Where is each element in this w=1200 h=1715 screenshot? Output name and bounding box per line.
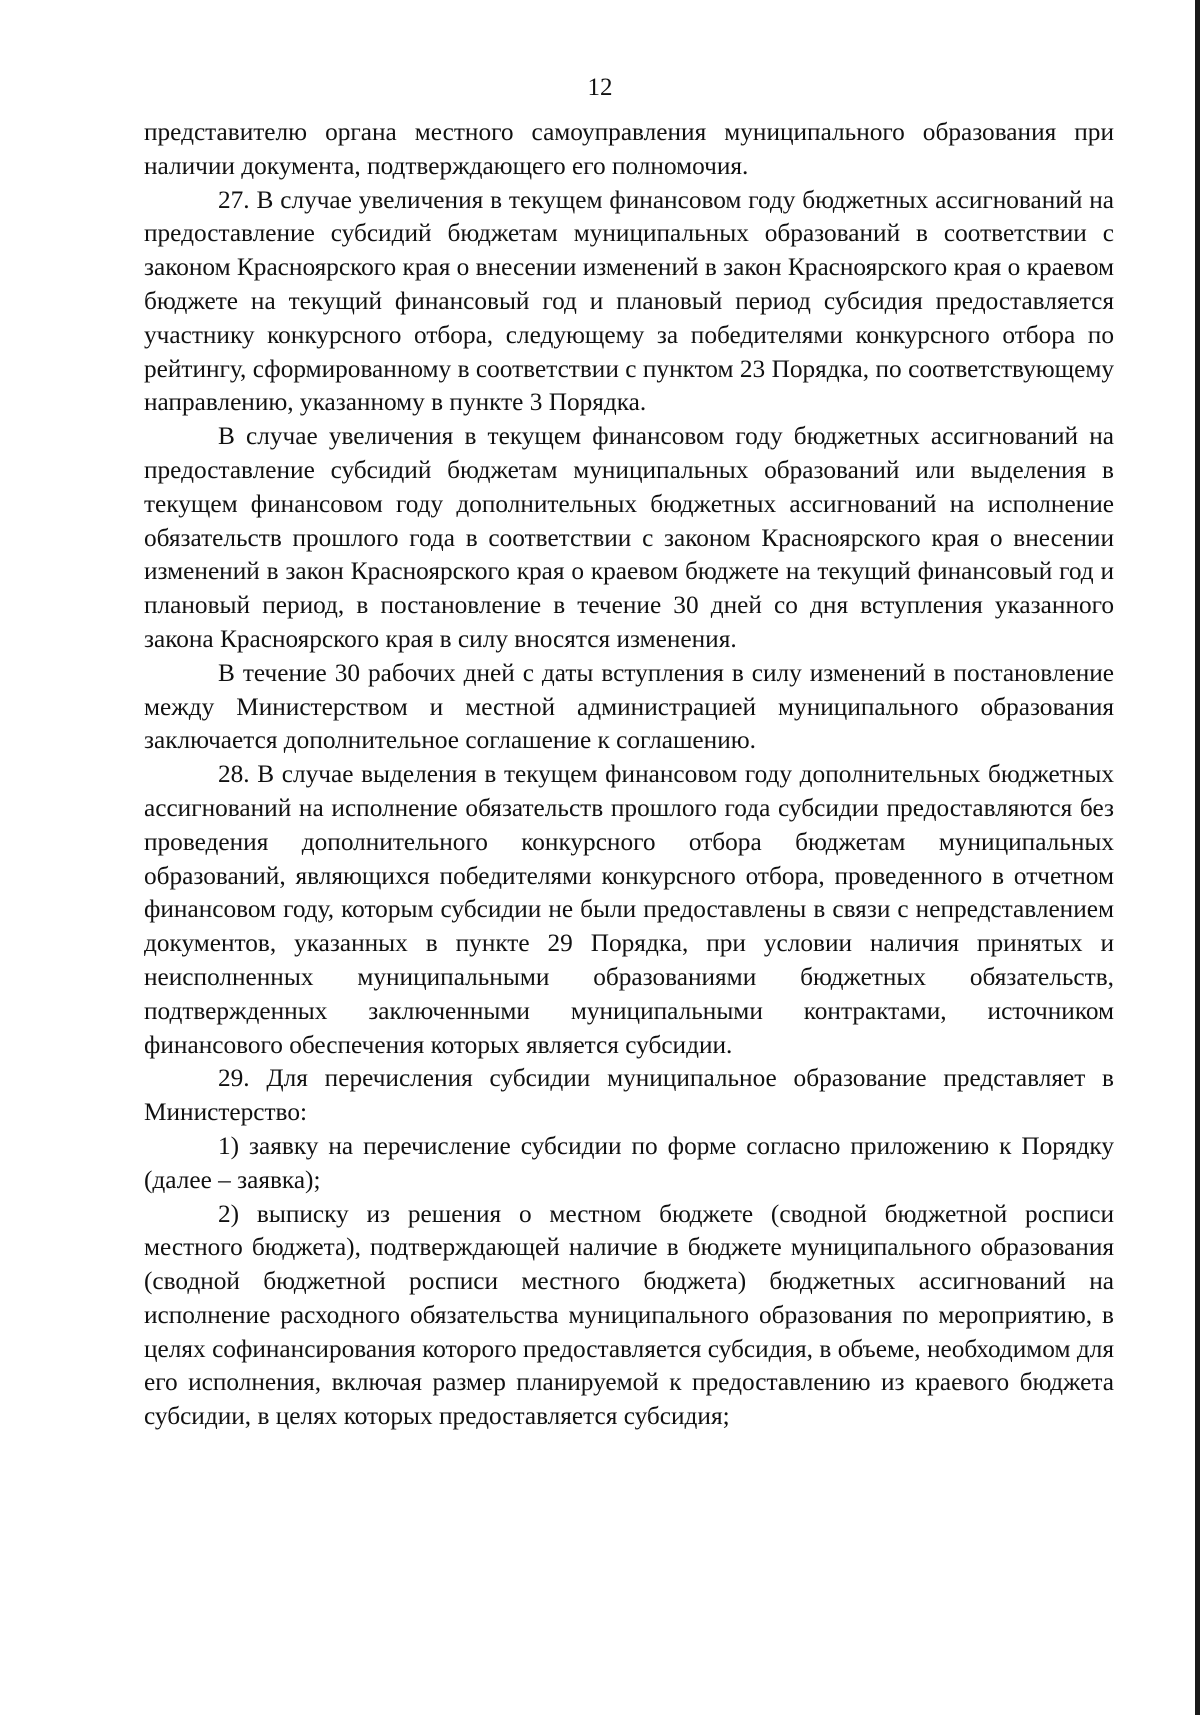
paragraph-clause-29: 29. Для перечисления субсидии муниципальное образование представляет в Министерство: — [144, 1064, 1114, 1127]
paragraph-clause-28: 28. В случае выделения в текущем финансовом году дополнительных бюджетных ассигнований на исполнение обязательств прошлого года субсидии предоставляются без проведения дополнительного конкурсного отбора бюджетам муниципальных образований, являющихся победителями конкурсного отбора, проведенного в отчетном финансовом году, которым субсидии не были предоставлены в связи с непредставлением документов, указанных в пункте 29 Порядка, при условии наличия принятых и неисполненных муниципальными образованиями бюджетных обязательств, подтвержденных заключенными муниципальными контрактами, источником финансового обеспечения которых является субсидии. — [144, 760, 1114, 1059]
paragraph-budget-increase: В случае увеличения в текущем финансовом году бюджетных ассигнований на предоставление субсидий бюджетам муниципальных образований или выделения в текущем финансовом году дополнительных бюджетных ассигнований на исполнение обязательств прошлого года в соответствии с законом Красноярского края о внесении изменений в закон Красноярского края о краевом бюджете на текущий финансовый год и плановый период, в постановление в течение 30 дней со дня вступления указанного закона Красноярского края в силу вносятся изменения. — [144, 422, 1114, 653]
paragraph-clause-27: 27. В случае увеличения в текущем финансовом году бюджетных ассигнований на предоставление субсидий бюджетам муниципальных образований в соответствии с законом Красноярского края о внесении изменений в закон Красноярского края о краевом бюджете на текущий финансовый год и плановый период субсидия предоставляется участнику конкурсного отбора, следующему за победителями конкурсного отбора по рейтингу, сформированному в соответствии с пунктом 23 Порядка, по соответствующему направлению, указанному в пункте 3 Порядка. — [144, 185, 1114, 417]
scan-edge-border — [1195, 0, 1200, 1715]
list-item-application: 1) заявку на перечисление субсидии по форме согласно приложению к Порядку (далее – заявка); — [144, 1131, 1114, 1194]
paragraph-continuation: представителю органа местного самоуправления муниципального образования при наличии документа, подтверждающего его полномочия. — [144, 118, 1114, 180]
page-number: 12 — [587, 74, 613, 101]
list-item-budget-extract: 2) выписку из решения о местном бюджете (сводной бюджетной росписи местного бюджета), подтверждающей наличие в бюджете муниципального образования (сводной бюджетной росписи местного бюджета) бюджетных ассигнований на исполнение расходного обязательства муниципального образования по мероприятию, в целях софинансирования которого предоставляется субсидия, в объеме, необходимом для его исполнения, включая размер планируемой к предоставлению из краевого бюджета субсидии, в целях которых предоставляется субсидия; — [144, 1199, 1114, 1431]
paragraph-additional-agreement: В течение 30 рабочих дней с даты вступления в силу изменений в постановление между Министерством и местной администрацией муниципального образования заключается дополнительное соглашение к соглашению. — [144, 658, 1114, 755]
document-body — [144, 116, 1114, 1434]
